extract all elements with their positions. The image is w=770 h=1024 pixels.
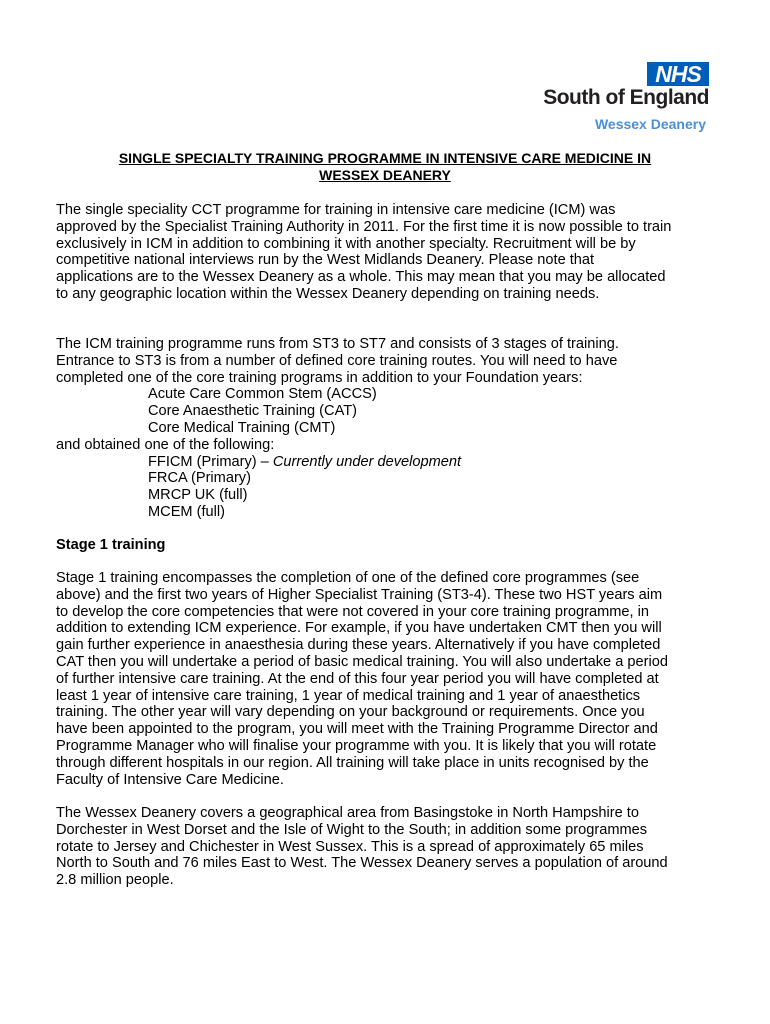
qualification-item: MCEM (full)	[148, 503, 226, 520]
logo-region-name: South of England	[543, 86, 709, 109]
text-line: North to South and 76 miles East to West. The Wessex Deanery serves a population of around	[56, 855, 668, 872]
text-line: 2.8 million people.	[56, 872, 174, 889]
text-line: to develop the core competencies that were not covered in your core training programme, in	[56, 603, 649, 620]
core-route-item: Acute Care Common Stem (ACCS)	[148, 386, 377, 403]
geography-paragraph	[56, 805, 720, 889]
text-line: Programme Manager who will finalise your programme with you. It is likely that you will rotate	[56, 737, 657, 754]
text-line: The ICM training programme runs from ST3 to ST7 and consists of 3 stages of training.	[56, 336, 619, 352]
qualification-item	[56, 454, 720, 471]
stage1-paragraph	[56, 570, 720, 788]
text-line: to any geographic location within the Wessex Deanery depending on training needs.	[56, 285, 600, 302]
text-line: completed one of the core training programs in addition to your Foundation years:	[56, 369, 583, 386]
text-line: applications are to the Wessex Deanery as a whole. This may mean that you may be allocated	[56, 269, 666, 286]
qualification-name: FFICM (Primary) –	[148, 453, 273, 470]
obtained-label: and obtained one of the following:	[56, 436, 275, 453]
text-line: least 1 year of intensive care training, 1 year of medical training and 1 year of anaesthetics	[56, 687, 641, 704]
text-line: The Wessex Deanery covers a geographical area from Basingstoke in North Hampshire to	[56, 805, 639, 821]
text-line: approved by the Specialist Training Authority in 2011. For the first time it is now possible to train	[56, 218, 672, 235]
title-line: SINGLE SPECIALTY TRAINING PROGRAMME IN INTENSIVE CARE MEDICINE IN	[118, 150, 652, 166]
text-line: Entrance to ST3 is from a number of defined core training routes. You will need to have	[56, 352, 618, 369]
programme-paragraph	[56, 336, 720, 521]
qualification-note: Currently under development	[272, 453, 462, 470]
text-line: above) and the first two years of Higher Specialist Training (ST3-4). These two HST years aim	[56, 586, 663, 603]
intro-paragraph	[56, 202, 720, 303]
text-line: rotate to Jersey and Chichester in West Sussex. This is a spread of approximately 65 miles	[56, 838, 644, 855]
text-line: gain further experience in anaesthesia during these years. Alternatively if you have completed	[56, 637, 661, 654]
deanery-name: Wessex Deanery	[594, 116, 706, 132]
text-line: Faculty of Intensive Care Medicine.	[56, 771, 284, 788]
text-line: through different hospitals in our region. All training will take place in units recognised by the	[56, 754, 649, 771]
nhs-logo-text: NHS	[655, 61, 701, 87]
text-line: training. The other year will vary depending on your background or requirements. Once you	[56, 704, 645, 721]
text-line: have been appointed to the program, you will meet with the Training Programme Director and	[56, 721, 658, 738]
document-title	[56, 150, 714, 184]
nhs-logo	[647, 62, 709, 86]
text-line: Stage 1 training encompasses the completion of one of the defined core programmes (see	[56, 570, 640, 586]
text-line: of further intensive care training. At the end of this four year period you will have completed at	[56, 670, 659, 687]
title-line: WESSEX DEANERY	[319, 167, 451, 183]
text-line: Dorchester in West Dorset and the Isle of Wight to the South; in addition some programmes	[56, 821, 648, 838]
text-line: CAT then you will undertake a period of basic medical training. You will also undertake a period	[56, 653, 668, 670]
core-route-item: Core Medical Training (CMT)	[148, 419, 336, 436]
text-line: competitive national interviews run by the West Midlands Deanery. Please note that	[56, 252, 595, 269]
text-line: The single speciality CCT programme for training in intensive care medicine (ICM) was	[56, 202, 616, 218]
text-line: addition to extending ICM experience. For example, if you have undertaken CMT then you will	[56, 620, 662, 637]
qualification-item: FRCA (Primary)	[148, 470, 251, 487]
qualification-item: MRCP UK (full)	[148, 487, 248, 504]
core-route-item: Core Anaesthetic Training (CAT)	[148, 403, 357, 420]
text-line: exclusively in ICM in addition to combining it with another specialty. Recruitment will be by	[56, 235, 636, 252]
stage1-heading: Stage 1 training	[56, 537, 166, 553]
